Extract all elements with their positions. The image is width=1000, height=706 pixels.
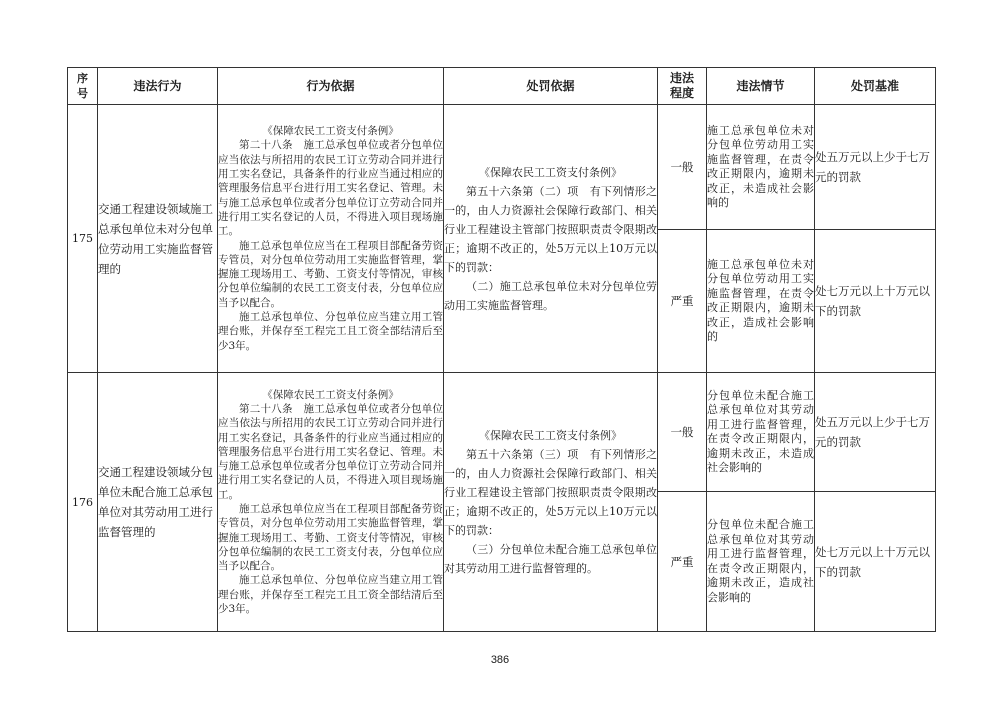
row-basis <box>218 105 444 373</box>
header-basis: 行为依据 <box>218 68 444 105</box>
row-degree: 严重 <box>658 492 707 632</box>
penalty-paragraph: （二）施工总承包单位未对分包单位劳动用工实施监督管理。 <box>444 279 657 312</box>
row-seq: 176 <box>68 373 98 632</box>
basis-paragraph: 施工总承包单位、分包单位应当建立用工管理台账，并保存至工程完工且工资全部结清后至少3年。 <box>218 574 443 616</box>
table-row <box>68 373 936 492</box>
row-basis <box>218 373 444 632</box>
row-circumstance: 分包单位未配合施工总承包单位对其劳动用工进行监督管理，在责令改正期限内，逾期未改正，造成社会影响的 <box>707 492 815 632</box>
row-penalty-basis <box>444 373 658 632</box>
page-number: 386 <box>490 654 510 666</box>
penalty-title: 《保障农民工工资支付条例》 <box>479 429 622 442</box>
penalty-paragraph: 第五十六条第（二）项 有下列情形之一的，由人力资源社会保障行政部门、相关行业工程建设主管部门按照职责责令限期改正；逾期不改正的，处5万元以上10万元以下的罚款： <box>444 184 657 274</box>
basis-paragraph: 施工总承包单位、分包单位应当建立用工管理台账，并保存至工程完工且工资全部结清后至少3年。 <box>218 310 443 352</box>
header-degree: 违法程度 <box>658 68 707 105</box>
basis-title: 《保障农民工工资支付条例》 <box>262 125 399 138</box>
row-seq: 175 <box>68 105 98 373</box>
row-behavior: 交通工程建设领域施工总承包单位未对分包单位劳动用工实施监督管理的 <box>98 105 218 373</box>
penalty-paragraph: （三）分包单位未配合施工总承包单位对其劳动用工进行监督管理的。 <box>444 543 657 575</box>
row-circumstance: 分包单位未配合施工总承包单位对其劳动用工进行监督管理，在责令改正期限内，逾期未改正，未造成社会影响的 <box>707 373 815 492</box>
table-row <box>68 105 936 230</box>
penalty-standards-table <box>67 67 936 632</box>
header-seq: 序号 <box>68 68 98 105</box>
row-degree: 一般 <box>658 373 707 492</box>
row-circumstance: 施工总承包单位未对分包单位劳动用工实施监督管理，在责令改正期限内，逾期未改正，造成社会影响的 <box>707 230 815 373</box>
row-circumstance: 施工总承包单位未对分包单位劳动用工实施监督管理，在责令改正期限内，逾期未改正，未造成社会影响的 <box>707 105 815 230</box>
basis-paragraph: 施工总承包单位应当在工程项目部配备劳资专管员，对分包单位劳动用工实施监督管理，掌握施工现场用工、考勤、工资支付等情况，审核分包单位编制的农民工工资支付表，分包单位应当予以配合。 <box>218 239 443 309</box>
penalty-title: 《保障农民工工资支付条例》 <box>479 165 622 179</box>
header-penalty-basis: 处罚依据 <box>444 68 658 105</box>
row-degree: 一般 <box>658 105 707 230</box>
penalty-paragraph: 第五十六条第（三）项 有下列情形之一的，由人力资源社会保障行政部门、相关行业工程建设主管部门按照职责责令限期改正；逾期不改正的，处5万元以上10万元以下的罚款： <box>444 448 657 537</box>
row-standard: 处五万元以上少于七万元的罚款 <box>815 105 936 230</box>
row-degree: 严重 <box>658 230 707 373</box>
row-standard: 处七万元以上十万元以下的罚款 <box>815 230 936 373</box>
row-standard: 处五万元以上少于七万元的罚款 <box>815 373 936 492</box>
row-standard: 处七万元以上十万元以下的罚款 <box>815 492 936 632</box>
header-circumstance: 违法情节 <box>707 68 815 105</box>
header-behavior: 违法行为 <box>98 68 218 105</box>
basis-paragraph: 施工总承包单位应当在工程项目部配备劳资专管员，对分包单位劳动用工实施监督管理，掌握施工现场用工、考勤、工资支付等情况，审核分包单位编制的农民工工资支付表，分包单位应当予以配合。 <box>218 503 443 573</box>
row-penalty-basis <box>444 105 658 373</box>
header-standard: 处罚基准 <box>815 68 936 105</box>
basis-title: 《保障农民工工资支付条例》 <box>262 388 399 401</box>
basis-paragraph: 第二十八条 施工总承包单位或者分包单位应当依法与所招用的农民工订立劳动合同并进行用工实名登记，具备条件的行业应当通过相应的管理服务信息平台进行用工实名登记、管理。未与施工总承包单位或者分包单位订立劳动合同并进行用工实名登记的人员，不得进入项目现场施工。 <box>218 402 443 501</box>
row-behavior: 交通工程建设领域分包单位未配合施工总承包单位对其劳动用工进行监督管理的 <box>98 373 218 632</box>
header-row <box>68 68 936 105</box>
basis-paragraph: 第二十八条 施工总承包单位或者分包单位应当依法与所招用的农民工订立劳动合同并进行用工实名登记，具备条件的行业应当通过相应的管理服务信息平台进行用工实名登记、管理。未与施工总承包单位或者分包单位订立劳动合同并进行用工实名登记的人员，不得进入项目现场施工。 <box>218 139 443 238</box>
